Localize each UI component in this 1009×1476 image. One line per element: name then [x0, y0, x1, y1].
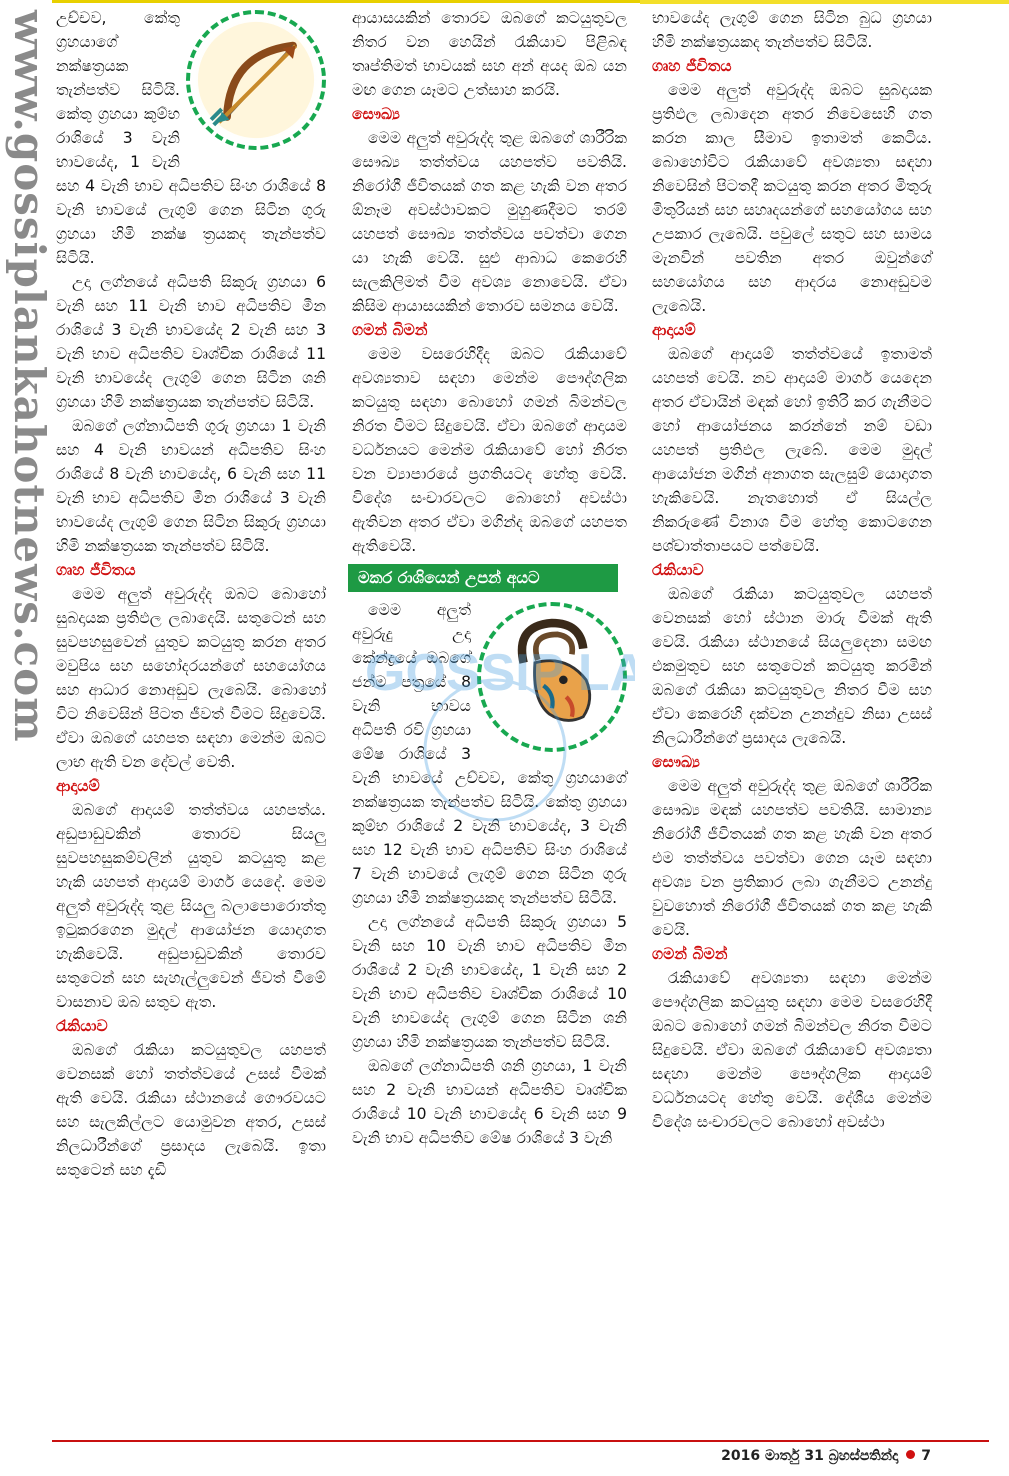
col3-heading-travel: ගමන් බිමන්: [652, 945, 728, 963]
col1-heading-home-life: ගෘහ ජීවිතය: [56, 561, 136, 579]
col1-income-text: ඔබගේ ආදායම් තත්ත්වය යහපත්ය. අඩුපාඩුවකින් තොරව සියලු සුවපහසුකම්වලින් යුතුව කටයුතු කළ හැකි යහපත් ආදායම් මාර්ග යෙදේ. මෙම අලුත් අවුරුද්ද තුළ සියලු බලාපොරොත්තු ඉටුකරගෙන මුදල් ආයෝජන යොදාගත හැකිවෙයි. අඩුපාඩුවකින් තොරව සතුටෙන් සහ සැහැල්ලුවෙන් ජීවත් වීමේ වාසනාව ඔබ සතුව ඇත.: [56, 801, 326, 1011]
col2-heading-health: සෞඛ්‍ය: [352, 105, 400, 123]
col3-heading-income: ආදායම්: [652, 321, 696, 339]
col1-heading-job: රැකියාව: [56, 1017, 108, 1035]
col1-heading-income: ආදායම්: [56, 777, 100, 795]
col3-income-text: ඔබගේ ආදායම් තත්ත්වයේ ඉතාමත් යහපත් වෙයි. නව ආදායම් මාර්ග යෙදෙන අතර ඒවායින් මඳක් හෝ ඉතිරි කර ගැනීමට හෝ ආයෝජනය කරන්නේ නම් වඩා යහපත් ප්‍රතිඵල ලැබේ. මෙම මුදල් ආයෝජන මගින් අනාගත සැලසුම් යොදාගත හැකිවෙයි. නැතහොත් ඒ සියල්ල නිකරුණේ විනාශ වීම හේතු කොටගෙන පශ්චාත්තාපයට පත්වෙයි.: [652, 345, 932, 555]
footer-rule: [52, 1440, 989, 1442]
capricorn-sign-medallion: [477, 602, 627, 752]
website-url: www.gossiplankahotnews.com: [5, 10, 54, 743]
col1-intro: උච්චව, කේතු ග්‍රහයාගේ නක්ෂත්‍රයක තැන්පත්ව සිටියි. කේතු ග්‍රහයා කුම්භ රාශියේ 3 වැනි භාවයේද, 1 වැනි සහ 4 වැනි භාව අධිපතිව සිංහ රාශියේ 8 වැනි භාවයේ ලැගුම් ගෙන සිටින ගුරු ග්‍රහයා හිමි නක්ෂ ත්‍රයකද තැන්පත්ව සිටියි.: [56, 9, 326, 267]
col2-capricorn-para2: උදා ලග්නයේ අධිපති සිකුරු ග්‍රහයා 5 වැනි සහ 10 වැනි භාව අධිපතිව මීන රාශියේ 2 වැනි භාවයේද, 1 වැනි සහ 2 වැනි භාව අධිපතිව වෘශ්චික රාශියේ 10 වැනි භාවයේද ලැගුම් ගෙන සිටින ශනි ග්‍රහයා හිමි නක්ෂත්‍රයක තැන්පත්ව සිටියි.: [352, 913, 627, 1051]
col1-para3: ඔබගේ ලග්නාධිපති ගුරු ග්‍රහයා 1 වැනි සහ 4 වැනි භාවයන් අධිපතිව සිංහ රාශියේ 8 වැනි භාවයේද, 6 වැනි සහ 11 වැනි භාව අධිපතිව මීන රාශියේ 3 වැනි භාවයේද ලැගුම් ගෙන සිටින සිකුරු ග්‍රහයා හිමි නක්ෂත්‍රයක තැන්පත්ව සිටියි.: [56, 417, 326, 555]
sagittarius-sign-medallion: [186, 10, 326, 150]
col2-capricorn-para3: ඔබගේ ලග්නාධිපති ශනි ග්‍රහයා, 1 වැනි සහ 2 වැනි භාවයන් අධිපතිව වෘශ්චික රාශියේ 10 වැනි භාවයේද 6 වැනි සහ 9 වැනි භාව අධිපතිව මේෂ රාශියේ 3 වැනි: [352, 1057, 627, 1147]
footer: [721, 1448, 931, 1464]
col3-travel-text: රැකියාවේ අවශ්‍යතා සඳහා මෙන්ම පෞද්ගලික කටයුතු සඳහා මෙම වසරෙහිදී ඔබට බොහෝ ගමන් බිමන්වල නිරත වීමට සිදුවෙයි. ඒවා ඔබගේ රැකියාවේ අවශ්‍යතා සඳහා මෙන්ම පෞද්ගලික ආදායම් වර්ධනයටද හේතු වෙයි. දේශීය මෙන්ම විදේශ සංචාරවලට බොහෝ අවස්ථා: [652, 969, 932, 1131]
col1-para2: උදා ලග්නයේ අධිපති සිකුරු ග්‍රහයා 6 වැනි සහ 11 වැනි භාව අධිපතිව මීන රාශියේ 3 වැනි භාවයේද 2 වැනි සහ 3 වැනි භාව අධිපතිව වෘශ්චික රාශියේ 11 වැනි භාවයේද ලැගුම් ගෙන සිටින ශනි ග්‍රහයා හිමි නක්ෂත්‍රයක තැන්පත්ව සිටියි.: [56, 273, 326, 411]
col2-travel-text: මෙම වසරෙහිදීද ඔබට රැකියාවේ අවශ්‍යතාව සඳහා මෙන්ම පෞද්ගලික කටයුතු සඳහා බොහෝ ගමන් බිමන්වල නිරත වීමට සිදුවෙයි. ඒවා ඔබගේ ආදායම වර්ධනයට මෙන්ම රැකියාවේ හෝ නිරත වන ව්‍යාපාරයේ ප්‍රගතියටද හේතු වෙයි. විදේශ සංචාරවලට බොහෝ අවස්ථා ඇතිවන අතර ඒවා මගින්ද ඔබගේ යහපත ඇතිවෙයි.: [352, 345, 627, 555]
side-watermark-url: [0, 0, 54, 743]
col2-health-text: මෙම අලුත් අවුරුද්ද තුළ ඔබගේ ශාරීරික සෞඛ්‍ය තත්ත්වය යහපත්ව පවතියි. නිරෝගී ජීවිතයක් ගත කළ හැකි වන අතර ඕනෑම අවස්ථාවකට මුහුණදීමට තරම් යහපත් සෞඛ්‍ය තත්ත්වය පවත්වා ගෙන යා හැකි වෙයි. සුළු ආබාධ කෙරෙහි සැලකිලිමත් වීම අවශ්‍ය නොවෙයි. ඒවා කිසිම ආයාසයකින් තොරව සමනය වෙයි.: [352, 129, 627, 315]
col2-capricorn-intro: මෙම අලුත් අවුරුදු උදා කේන්ද්‍රයේ ඔබගේ ජන්ම පත්‍රයේ 8 වැනි භාවය අධිපති රවි ග්‍රහයා මේෂ රාශියේ 3 වැනි භාවයේ උච්චව, කේතු ග්‍රහයාගේ නක්ෂත්‍රයක තැන්පත්ව සිටියි. කේතු ග්‍රහයා කුම්භ රාශියේ 2 වැනි භාවයේද, 3 වැනි සහ 12 වැනි භාව අධිපතිව සිංහ රාශියේ 7 වැනි භාවයේ ලැගුම් ගෙන සිටින ගුරු ග්‍රහයා හිමි නක්ෂත්‍රයකද තැන්පත්ව සිටියි.: [352, 601, 627, 907]
issue-date: 2016 මාර්තු 31 බ්‍රහස්පතින්දා: [721, 1448, 899, 1464]
col1-job-text: ඔබගේ රැකියා කටයුතුවල යහපත් වෙනසක් හෝ තත්ත්වයේ උසස් වීමක් ඇති වෙයි. රැකියා ස්ථානයේ ගෞරවයට සහ සැලකිල්ලට යොමුවන අතර, උසස් නිලධාරීන්ගේ ප්‍රසාදය ලැබෙයි. ඉතා සතුටෙන් සහ දැඩි: [56, 1041, 326, 1179]
watermark-text: GOSSIP LA: [365, 644, 635, 702]
col3-heading-home-life: ගෘහ ජීවිතය: [652, 57, 732, 75]
col3-heading-job: රැකියාව: [652, 561, 704, 579]
col3-heading-health: සෞඛ්‍ය: [652, 753, 700, 771]
page-number: 7: [921, 1448, 931, 1464]
col2-intro: ආයාසයකින් තොරව ඔබගේ කටයුතුවල නිතර වන හෙයින් රැකියාව පිළිබඳ තෘප්තිමත් භාවයක් සහ අන් අයද ඔබ යන මඟ ගෙන යෑමට උත්සාහ කරයි.: [352, 9, 627, 99]
footer-dot-icon: [906, 1450, 915, 1459]
bow-and-arrow-icon: [190, 14, 322, 146]
col3-intro: භාවයේද ලැගුම් ගෙන සිටින බුධ ග්‍රහයා හිමි නක්ෂත්‍රයකද තැන්පත්ව සිටියි.: [652, 9, 932, 51]
goat-head-icon: [481, 606, 623, 748]
col3-health-text: මෙම අලුත් අවුරුද්ද තුළ ඔබගේ ශාරීරික සෞඛ්‍ය මඳක් යහපත්ව පවතියි. සාමාන්‍ය නිරෝගී ජීවිතයක් ගත කළ හැකි වන අතර එම තත්ත්වය පවත්වා ගෙන යෑම සඳහා අවශ්‍ය වන ප්‍රතිකාර ලබා ගැනීමට උනන්දු වුවහොත් නිරෝගී ජීවිතයක් ගත කළ හැකි වෙයි.: [652, 777, 932, 939]
col2-heading-travel: ගමන් බිමන්: [352, 321, 428, 339]
column-3: [652, 6, 932, 1134]
top-yellow-rule-right: [640, 0, 1009, 4]
column-2: [352, 6, 627, 1150]
capricorn-section-banner: මකර රාශියෙන් උපන් අයට: [348, 564, 618, 592]
col3-job-text: ඔබගේ රැකියා කටයුතුවල යහපත් වෙනසක් හෝ ස්ථාන මාරු වීමක් ඇති වෙයි. රැකියා ස්ථානයේ සියලුදෙනා සමඟ එකමුතුව සහ සතුටෙන් කටයුතු කරමින් ඔබගේ රැකියා කටයුතුවල නිතර වීම සහ ඒවා කෙරෙහි දක්වන උනන්දුව නිසා උසස් නිලධාරීන්ගේ ප්‍රසාදය ලැබෙයි.: [652, 585, 932, 747]
col1-home-life-text: මෙම අලුත් අවුරුද්ද ඔබට බොහෝ සුබදායක ප්‍රතිඵල ලබාදෙයි. සතුටෙන් සහ සුවපහසුවෙන් යුතුව කටයුතු කරන අතර මවුපිය සහ සහෝදරයන්ගේ සහයෝගය සහ ආධාර නොඅඩුව ලැබෙයි. බොහෝ විට නිවෙසින් පිටත ජීවත් වීමට සිදුවෙයි. ඒවා ඔබගේ යහපත සඳහා මෙන්ම ඔබට ලාභ ඇති වන දේවල් වෙති.: [56, 585, 326, 771]
column-1: [56, 6, 326, 1182]
col3-home-life-text: මෙම අලුත් අවුරුද්ද ඔබට සුබදායක ප්‍රතිඵල ලබාදෙන අතර නිවෙසෙහි ගත කරන කාල සීමාව ඉතාමත් කෙටිය. බොහෝවිට රැකියාවේ අවශ්‍යතා සඳහා නිවෙසින් පිටතදී කටයුතු කරන අතර මිතුරු මිතුරියන් සහ සහෘදයන්ගේ සහයෝගය සහ උපකාර ලැබෙයි. පවුලේ සතුට සහ සාමය මැනවින් පවතින අතර ඔවුන්ගේ සහයෝගය සහ ආදරය නොඅඩුවම ලැබෙයි.: [652, 81, 932, 315]
